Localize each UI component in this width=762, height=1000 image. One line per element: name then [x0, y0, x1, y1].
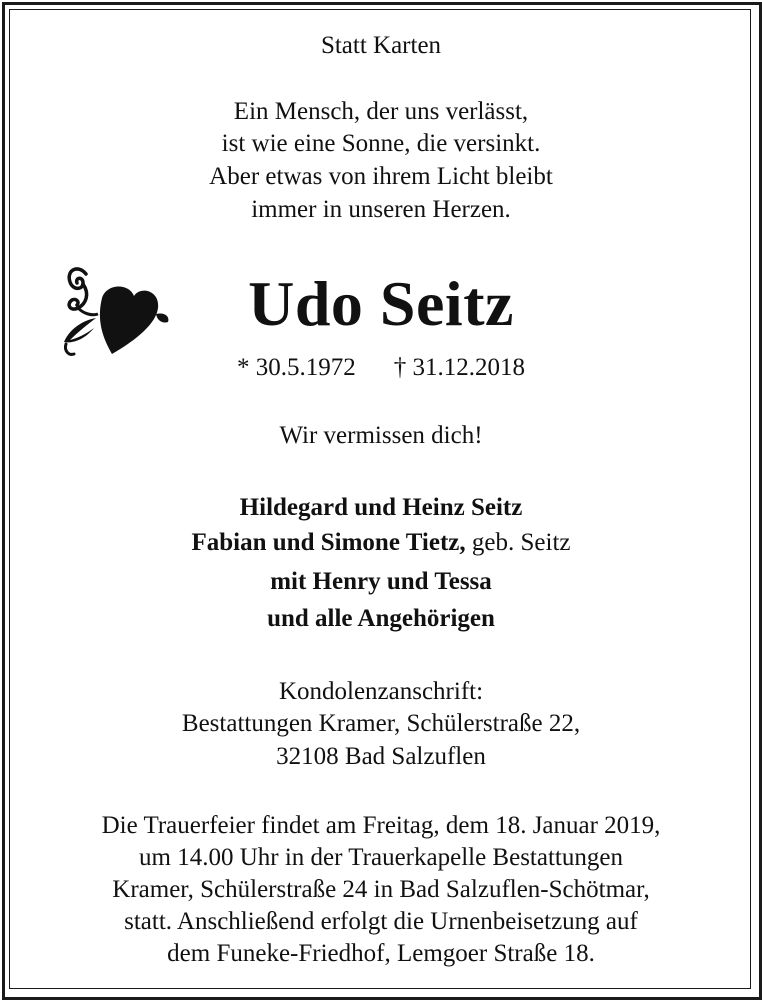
- life-dates: [0, 353, 762, 383]
- header-statt-karten: Statt Karten: [320, 32, 442, 59]
- funeral-line-5: dem Funeke-Friedhof, Lemgoer Straße 18.: [167, 940, 595, 967]
- condolence-heading: Kondolenzanschrift:: [278, 678, 484, 705]
- poem-line-4: immer in unseren Herzen.: [251, 196, 511, 223]
- funeral-line-1: Die Trauerfeier findet am Freitag, dem 18. Januar 2019,: [101, 812, 661, 839]
- funeral-line-3: Kramer, Schülerstraße 24 in Bad Salzuflen-Schötmar,: [112, 876, 650, 903]
- mourner-line-3: mit Henry und Tessa: [270, 568, 492, 595]
- condolence-address-1: Bestattungen Kramer, Schülerstraße 22,: [181, 710, 581, 737]
- mourner-line-1: Hildegard und Heinz Seitz: [239, 494, 523, 521]
- mourner-line-2: [0, 528, 762, 558]
- death-date: † 31.12.2018: [393, 354, 525, 381]
- mourner-line-2-suffix: geb. Seitz: [465, 529, 571, 556]
- mourner-line-4: und alle Angehörigen: [267, 605, 495, 632]
- poem-line-1: Ein Mensch, der uns verlässt,: [233, 98, 529, 125]
- deceased-name: Udo Seitz: [248, 268, 514, 339]
- message-line: Wir vermissen dich!: [279, 422, 483, 449]
- funeral-line-4: statt. Anschließend erfolgt die Urnenbeisetzung auf: [124, 908, 638, 935]
- poem-line-3: Aber etwas von ihrem Licht bleibt: [209, 163, 553, 190]
- mourner-line-2-names: Fabian und Simone Tietz,: [191, 529, 466, 556]
- poem-line-2: ist wie eine Sonne, die versinkt.: [221, 130, 541, 157]
- condolence-address-2: 32108 Bad Salzuflen: [276, 743, 486, 770]
- funeral-line-2: um 14.00 Uhr in der Trauerkapelle Bestattungen: [139, 844, 623, 871]
- birth-date: * 30.5.1972: [237, 354, 356, 381]
